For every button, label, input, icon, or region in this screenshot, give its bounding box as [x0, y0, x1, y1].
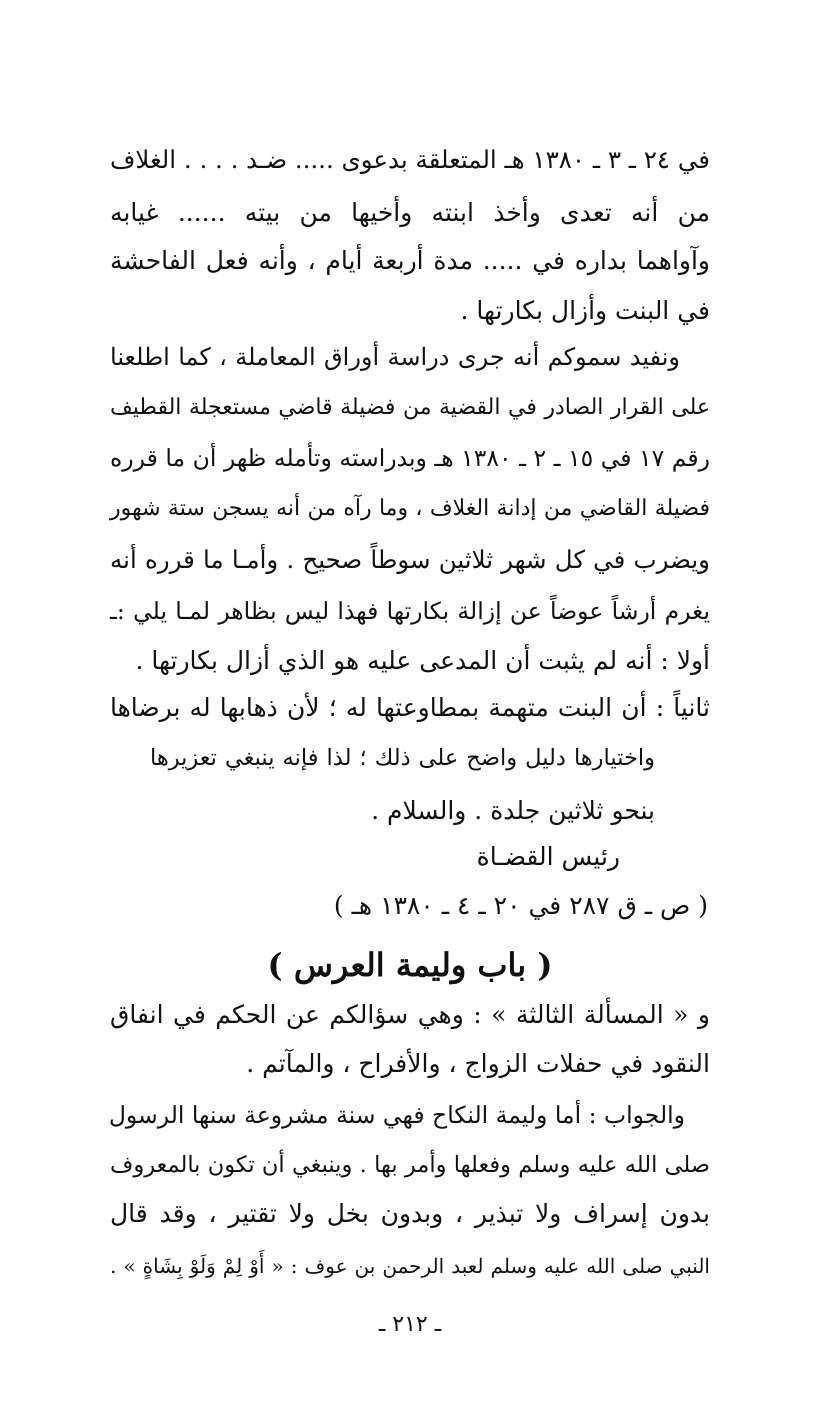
paragraph-4-line-4: النبي صلى الله عليه وسلم لعبد الرحمن بن عوف : « أَوْ لِمْ وَلَوْ بِشَاةٍ » . — [110, 1254, 710, 1278]
paragraph-2-line-6: يغرم أرشاً عوضاً عن إزالة بكارتها فهذا ليس بظاهر لمـا يلي :ـ — [110, 597, 710, 625]
paragraph-1-line-1: في ٢٤ ـ ٣ ـ ١٣٨٠ هـ المتعلقة بدعوى ..... ضـد . . . . الغلاف — [109, 145, 710, 174]
point-2-line-3: بنحو ثلاثين جلدة . والسلام . — [371, 796, 655, 825]
point-2-line-2: واختيارها دليل واضح على ذلك ؛ لذا فإنه ينبغي تعزيرها — [150, 745, 655, 771]
paragraph-2-line-5: ويضرب في كل شهر ثلاثين سوطاً صحيح . وأمـا ما قرره أنه — [110, 545, 710, 574]
paragraph-4-line-3: بدون إسراف ولا تبذير ، وبدون بخل ولا تقتير ، وقد قال — [110, 1199, 710, 1228]
paragraph-2-line-3: رقم ١٧ في ١٥ ـ ٢ ـ ١٣٨٠ هـ وبدراسته وتأمله ظهر أن ما قرره — [110, 444, 711, 472]
paragraph-2-line-1: ونفيد سموكم أنه جرى دراسة أوراق المعاملة ، كما اطلعنا — [110, 343, 680, 371]
paragraph-1-line-3: وآواهما بداره في ..... مدة أربعة أيام ، وأنه فعل الفاحشة — [110, 246, 710, 275]
paragraph-3-line-1: و « المسألة الثالثة » : وهي سؤالكم عن الحكم في انفاق — [110, 1000, 710, 1029]
paragraph-4-line-1: والجواب : أما وليمة النكاح فهي سنة مشروعة سنها الرسول — [108, 1101, 685, 1129]
point-1: أولا : أنه لم يثبت أن المدعى عليه هو الذي أزال بكارتها . — [135, 646, 710, 675]
paragraph-4-line-2: صلى الله عليه وسلم وفعلها وأمر بها . وينبغي أن تكون بالمعروف — [110, 1152, 710, 1178]
paragraph-2-line-2: على القرار الصادر في القضية من فضيلة قاضي مستعجلة القطيف — [110, 395, 710, 420]
paragraph-1-line-4: في البنت وأزال بكارتها . — [460, 296, 710, 325]
section-title: ( باب وليمة العرس ) — [267, 946, 553, 984]
paragraph-2-line-4: فضيلة القاضي من إدانة الغلاف ، وما رآه من أنه يسجن ستة شهور — [110, 496, 710, 521]
paragraph-1-line-2: من أنه تعدى وأخذ ابنته وأخيها من بيته ...... غيابه — [110, 198, 710, 227]
page-number: ـ ٢١٢ ـ — [378, 1312, 442, 1337]
point-2-line-1: ثانياً : أن البنت متهمة بمطاوعتها له ؛ لأن ذهابها له برضاها — [110, 693, 710, 722]
reference: ( ص ـ ق ٢٨٧ في ٢٠ ـ ٤ ـ ١٣٨٠ هـ ) — [333, 891, 708, 920]
signature: رئيس القضـاة — [476, 842, 620, 871]
paragraph-3-line-2: النقود في حفلات الزواج ، والأفراح ، والمآتم . — [246, 1049, 710, 1078]
